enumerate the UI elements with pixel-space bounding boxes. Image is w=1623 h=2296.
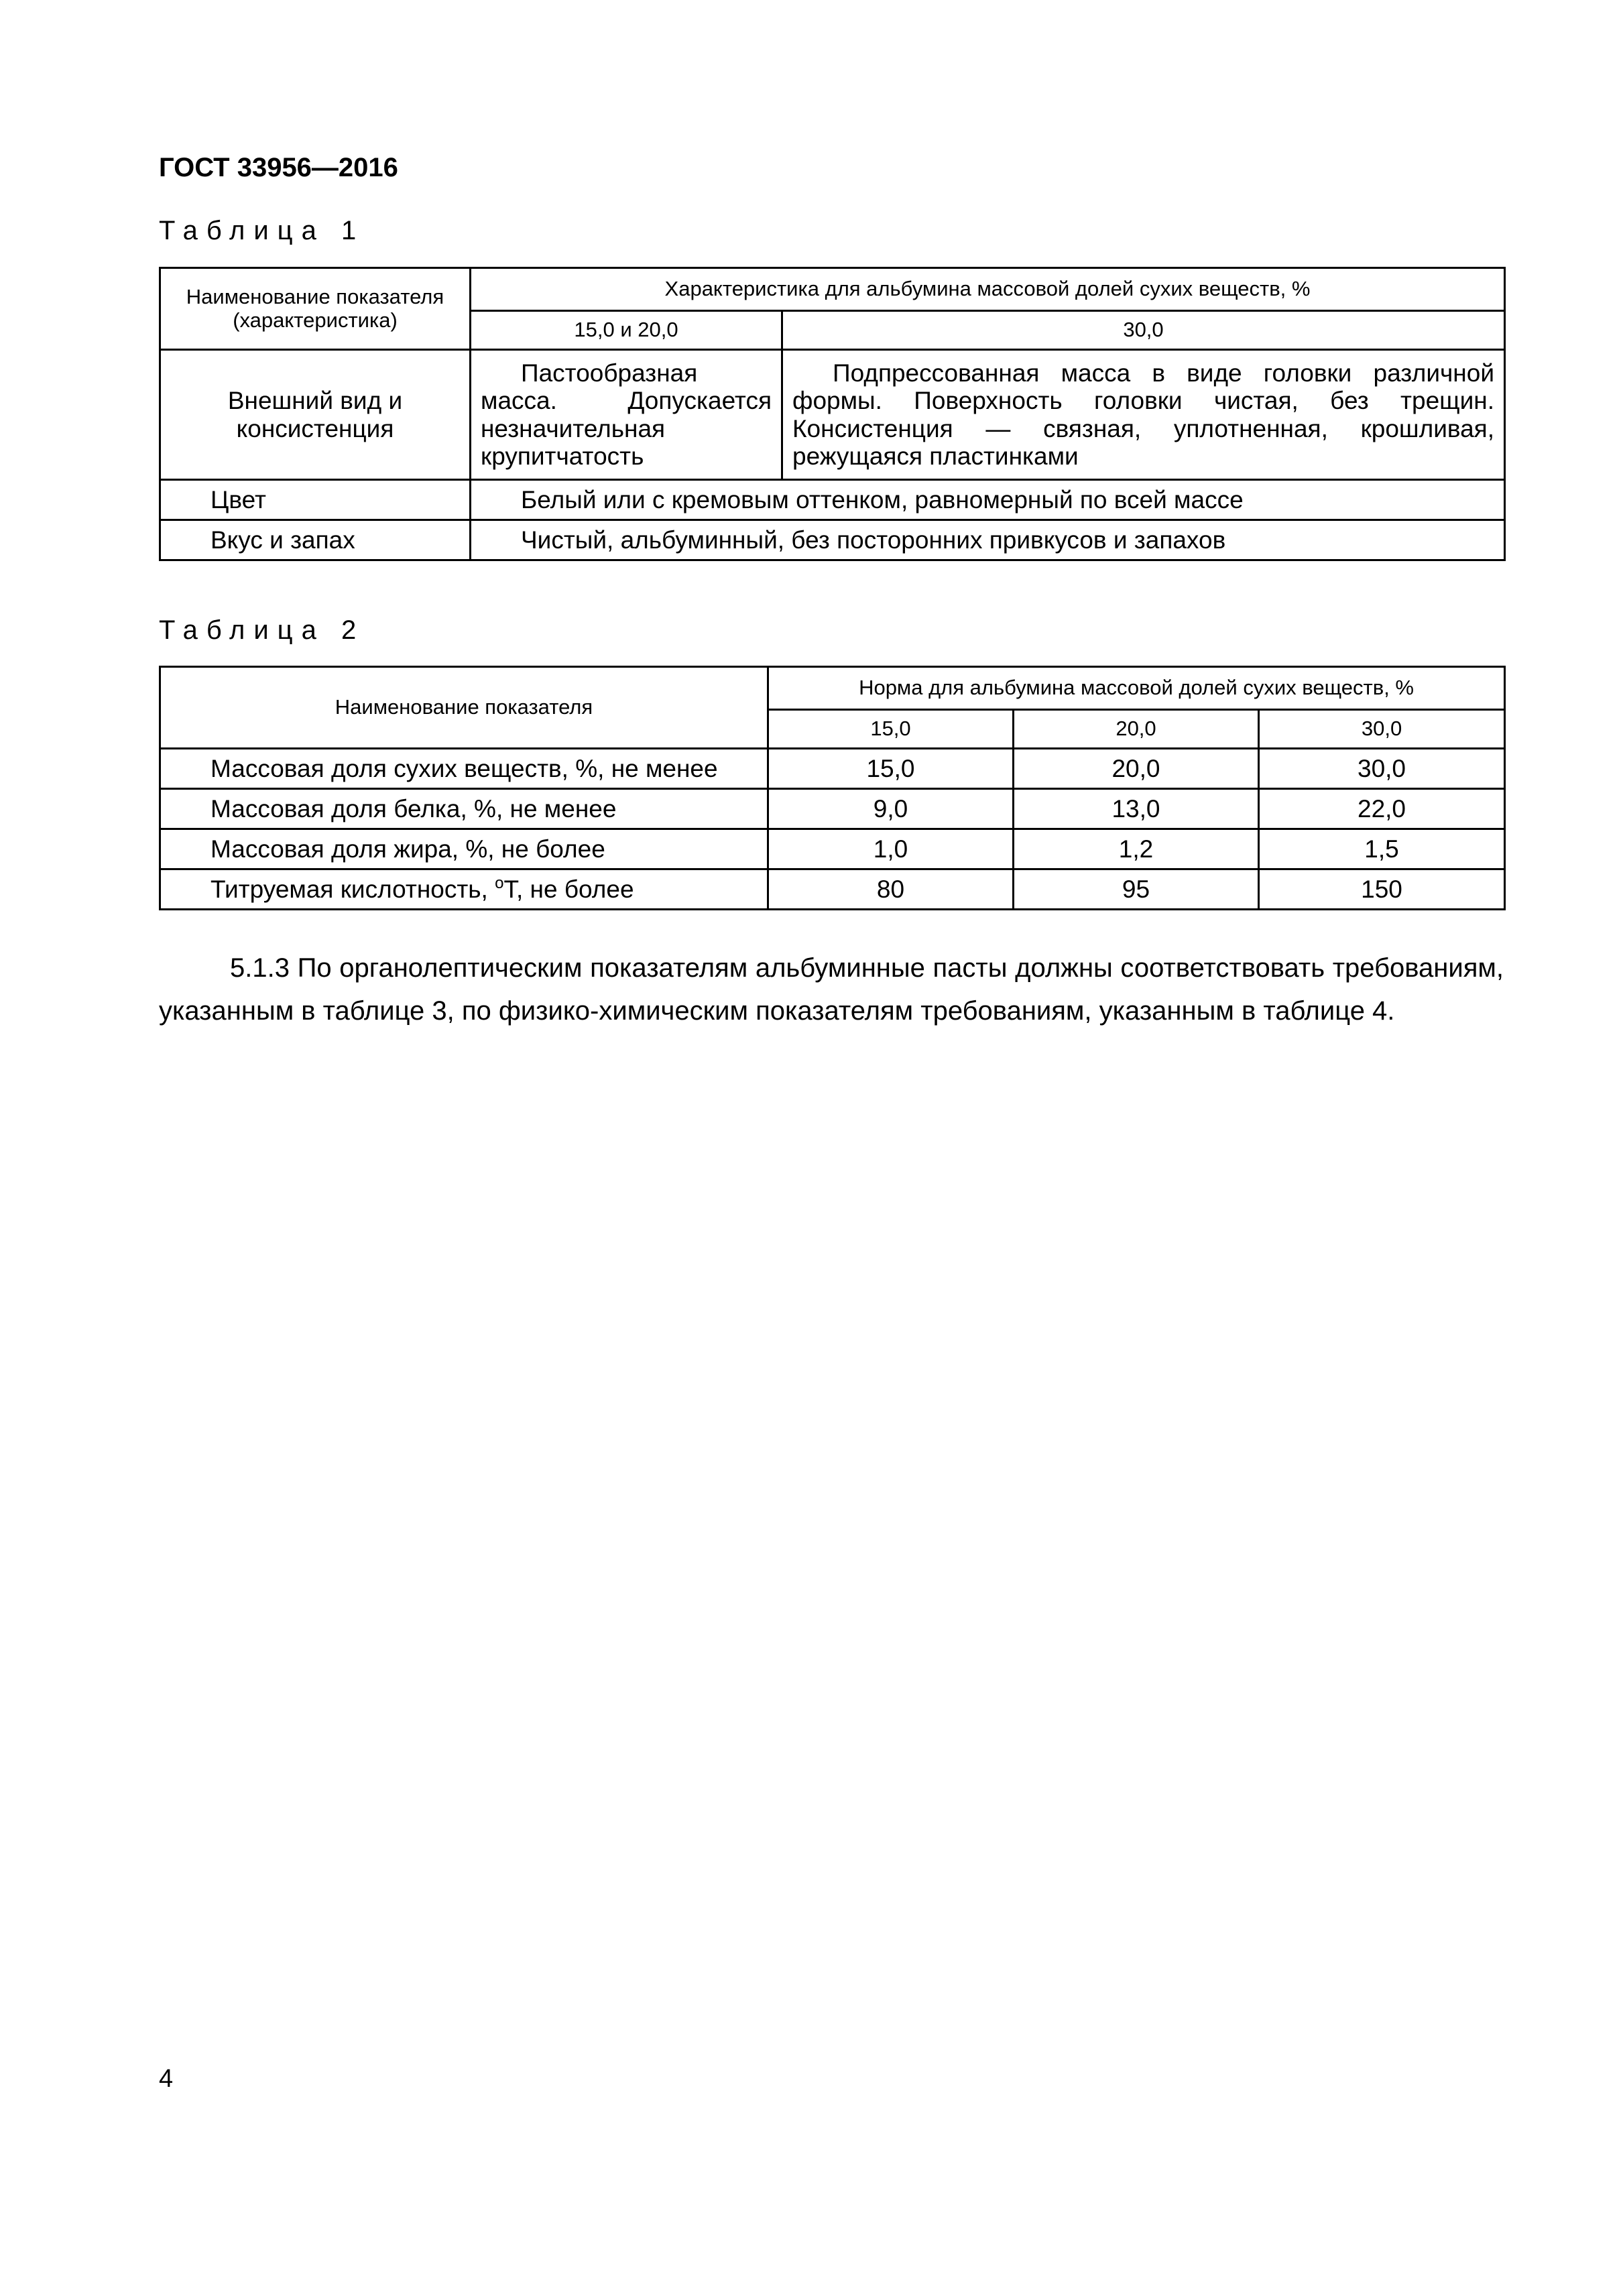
table-row <box>160 829 1505 869</box>
cell-value: Чистый, альбуминный, без посторонних привкусов и запахов <box>471 520 1505 560</box>
table-row <box>160 789 1505 829</box>
table1-header-group: Характеристика для альбумина массовой долей сухих веществ, % <box>471 268 1505 311</box>
table-row <box>160 480 1505 520</box>
row-name: Вкус и запах <box>160 520 471 560</box>
cell-value: 150 <box>1259 869 1505 910</box>
cell-value: 30,0 <box>1259 749 1505 789</box>
table2-header-col: 30,0 <box>1259 710 1505 749</box>
body-paragraph: 5.1.3 По органолептическим показателям альбуминные пасты должны соответствовать требованиям, указанным в таблице 3, по физико-химическим показателям требованиям, указанным в таблице 4. <box>159 953 1504 1026</box>
table-row <box>160 350 1505 480</box>
table2-header-col: 15,0 <box>768 710 1014 749</box>
table2-caption: Таблица 2 <box>159 615 365 645</box>
table2-header-group: Норма для альбумина массовой долей сухих веществ, % <box>768 667 1505 710</box>
cell-value: Пастообразная масса. Допускается незначительная крупитчатость <box>471 350 782 480</box>
table2-header-name: Наименование показателя <box>160 667 768 749</box>
cell-value: 1,5 <box>1259 829 1505 869</box>
row-name: Массовая доля сухих веществ, %, не менее <box>160 749 768 789</box>
table2-header-row <box>160 667 1505 710</box>
table1-caption: Таблица 1 <box>159 216 365 245</box>
table-row <box>160 520 1505 560</box>
document-title: ГОСТ 33956—2016 <box>159 153 398 182</box>
degree-superscript: о <box>495 873 504 892</box>
row-name: Цвет <box>160 480 471 520</box>
row-name: Массовая доля белка, %, не менее <box>160 789 768 829</box>
row-name <box>160 869 768 910</box>
table2 <box>159 666 1506 910</box>
cell-value: 1,0 <box>768 829 1014 869</box>
cell-value: 20,0 <box>1014 749 1259 789</box>
cell-value: 13,0 <box>1014 789 1259 829</box>
cell-value: Подпрессованная масса в виде головки различной формы. Поверхность головки чистая, без трещин. Консистенция — связная, уплотненная, крошливая, режущаяся пластинками <box>782 350 1505 480</box>
table1-header-name: Наименование показателя (характеристика) <box>160 268 471 350</box>
cell-value: 1,2 <box>1014 829 1259 869</box>
cell-value: Белый или с кремовым оттенком, равномерный по всей массе <box>471 480 1505 520</box>
cell-value: 9,0 <box>768 789 1014 829</box>
table-row <box>160 869 1505 910</box>
row-name-prefix: Титруемая кислотность, <box>211 875 495 903</box>
table1-header-col: 30,0 <box>782 311 1505 350</box>
table1 <box>159 267 1506 561</box>
row-name: Массовая доля жира, %, не более <box>160 829 768 869</box>
row-name-suffix: Т, не более <box>503 875 634 903</box>
cell-value: 95 <box>1014 869 1259 910</box>
row-name: Внешний вид и консистенция <box>160 350 471 480</box>
table1-header-row <box>160 268 1505 311</box>
cell-value: 80 <box>768 869 1014 910</box>
table-row <box>160 749 1505 789</box>
page-number: 4 <box>159 2065 174 2093</box>
cell-value: 22,0 <box>1259 789 1505 829</box>
cell-value: 15,0 <box>768 749 1014 789</box>
table2-header-col: 20,0 <box>1014 710 1259 749</box>
table1-header-col: 15,0 и 20,0 <box>471 311 782 350</box>
